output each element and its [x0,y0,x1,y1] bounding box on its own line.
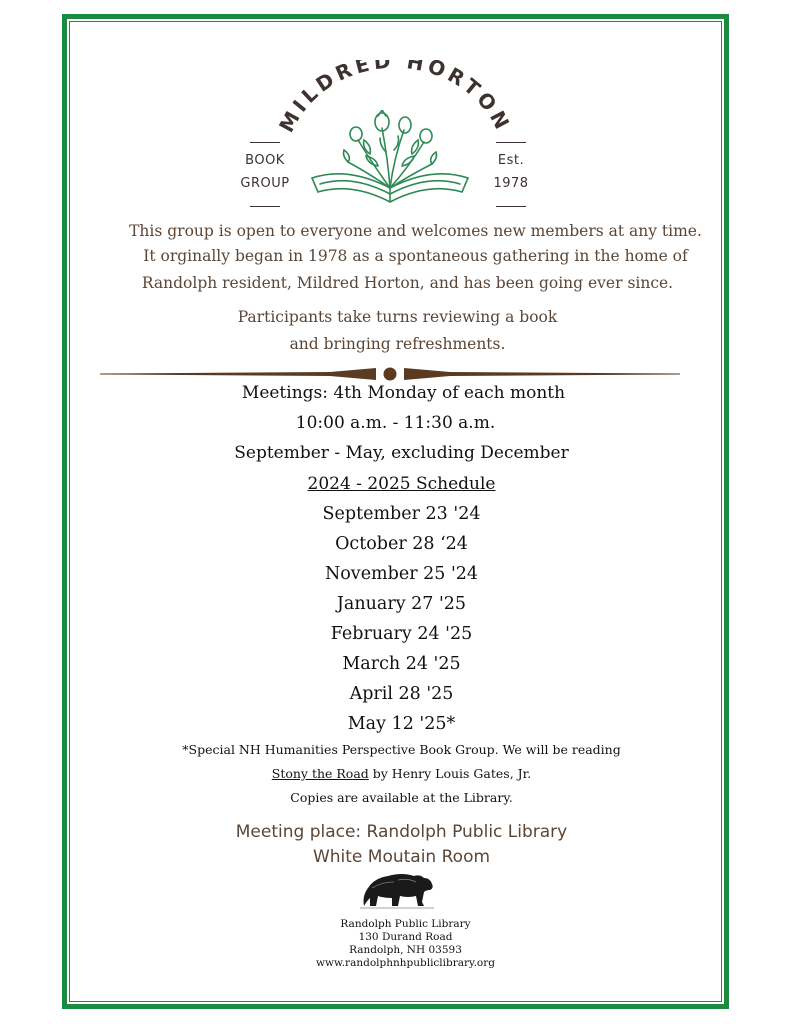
special-note-line-3: Copies are available at the Library. [290,790,513,805]
book-title: Stony the Road [271,766,369,781]
decorative-divider [100,364,680,384]
schedule-date: January 27 '25 [336,594,467,614]
logo-left-bottom-line [250,206,280,207]
intro-line-4: Participants take turns reviewing a book [237,308,558,326]
open-book-with-flowers-icon [308,110,472,210]
intro-line-2: It orginally began in 1978 as a spontaneous gathering in the home of [143,247,688,265]
schedule-date: March 24 '25 [342,654,461,674]
schedule-heading: 2024 - 2025 Schedule [307,474,496,494]
logo-est-label: Est. [497,153,525,168]
meeting-place: Meeting place: Randolph Public Library [235,822,568,842]
address-street: 130 Durand Road [358,931,453,943]
schedule-date: May 12 '25* [347,714,456,734]
intro-line-1: This group is open to everyone and welcomes new members at any time. [129,222,702,240]
logo-book-label: BOOK [245,153,285,168]
meetings-season: September - May, excluding December [234,443,569,463]
schedule-date: September 23 '24 [322,504,481,524]
special-note-line-1: *Special NH Humanities Perspective Book Group. We will be reading [182,742,621,757]
schedule-date: November 25 '24 [324,564,479,584]
meetings-day: Meetings: 4th Monday of each month [241,383,566,403]
schedule-date: April 28 '25 [349,684,454,704]
address-city: Randolph, NH 03593 [349,944,462,956]
meetings-time: 10:00 a.m. - 11:30 a.m. [295,413,496,433]
logo-group-label: GROUP [240,176,290,191]
intro-line-5: and bringing refreshments. [289,335,506,353]
logo [230,60,560,220]
logo-right-top-line [496,142,526,143]
logo-left-top-line [250,142,280,143]
schedule-date: February 24 '25 [330,624,473,644]
schedule-date: October 28 ‘24 [335,534,468,554]
address-name: Randolph Public Library [340,918,471,930]
bear-icon [358,866,436,910]
special-note-line-2 [6,766,791,781]
meeting-room: White Moutain Room [312,847,491,867]
intro-line-3: Randolph resident, Mildred Horton, and has been going ever since. [141,274,674,292]
logo-right-bottom-line [496,206,526,207]
logo-arc-text: MILDRED HORTON [274,60,516,137]
logo-year-label: 1978 [493,176,529,191]
book-author: by Henry Louis Gates, Jr. [368,766,532,781]
address-website: www.randolphnhpubliclibrary.org [316,957,495,969]
